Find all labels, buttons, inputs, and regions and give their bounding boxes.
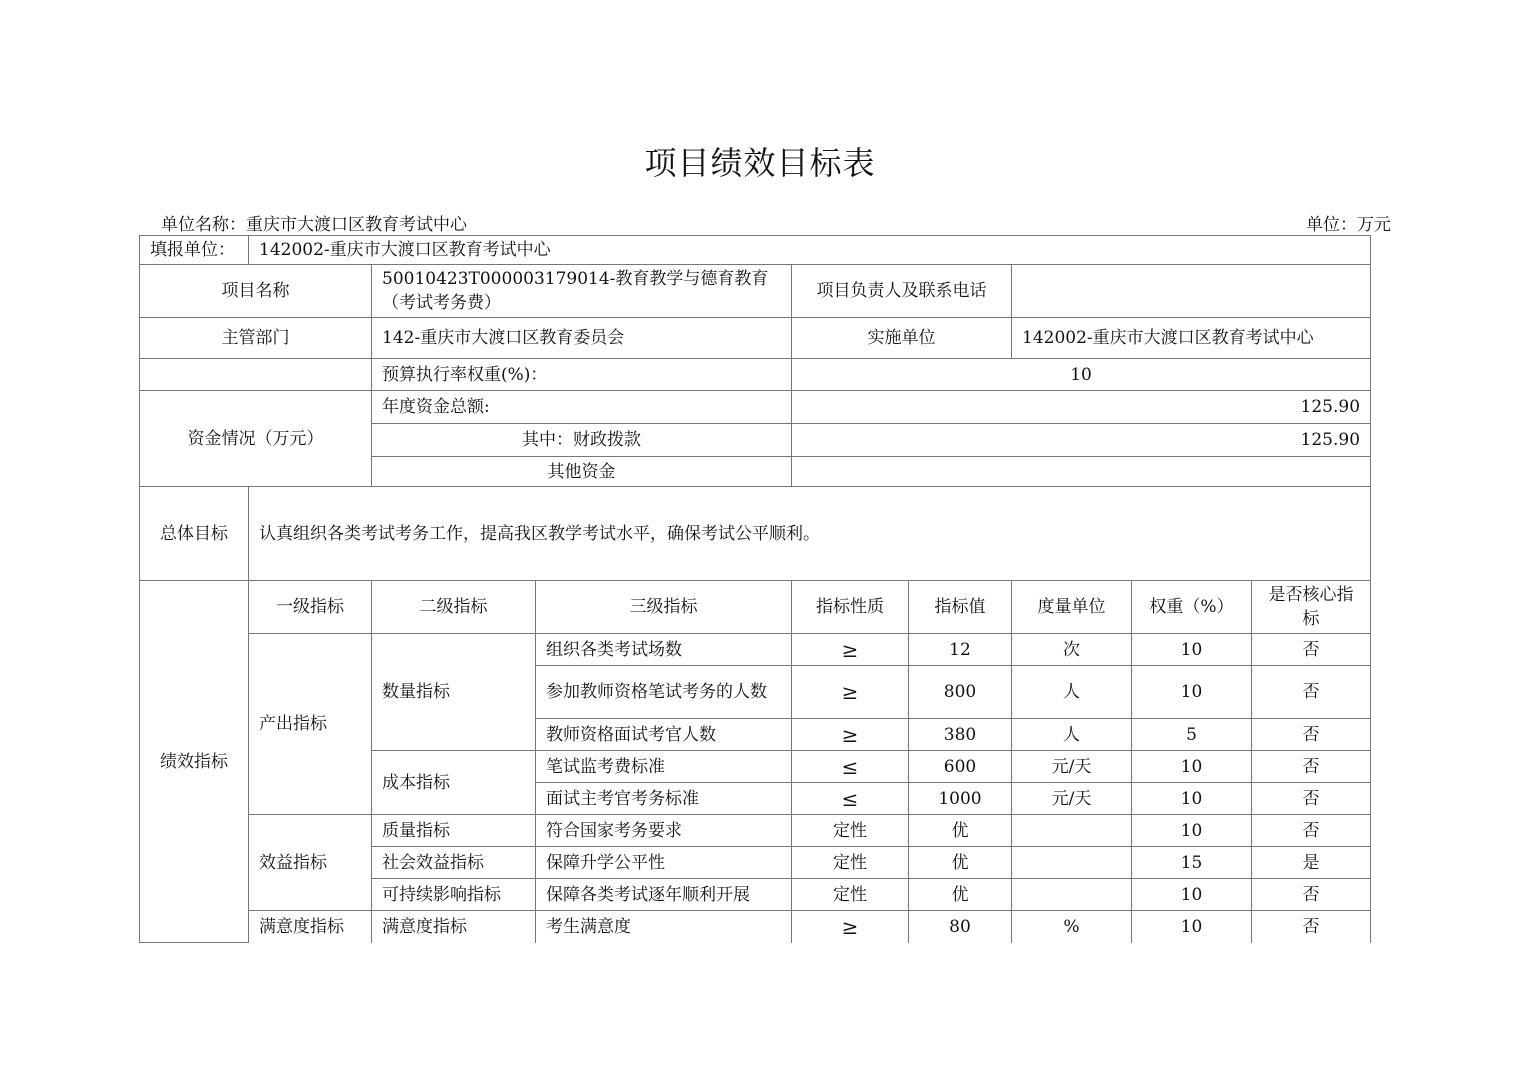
indicator-value: 800 <box>909 666 1012 719</box>
level2-social: 社会效益指标 <box>372 847 536 879</box>
indicator-core: 否 <box>1252 783 1371 815</box>
indicator-weight: 10 <box>1132 911 1252 943</box>
indicator-name: 组织各类考试场数 <box>536 634 792 666</box>
header-weight: 权重（%） <box>1132 581 1252 634</box>
indicator-value: 12 <box>909 634 1012 666</box>
indicator-weight: 5 <box>1132 719 1252 751</box>
indicator-core: 否 <box>1252 719 1371 751</box>
indicator-nature: ≥ <box>792 911 909 943</box>
header-unit: 度量单位 <box>1012 581 1132 634</box>
indicator-unit: 人 <box>1012 719 1132 751</box>
project-name-row <box>140 265 1371 318</box>
budget-weight-label: 预算执行率权重(%)： <box>372 359 792 391</box>
indicator-value: 1000 <box>909 783 1012 815</box>
indicator-value: 380 <box>909 719 1012 751</box>
level1-output: 产出指标 <box>249 634 372 815</box>
reporting-label: 填报单位： <box>140 236 249 265</box>
contact-value <box>1012 265 1371 318</box>
funds-label: 资金情况（万元） <box>140 391 372 487</box>
indicator-nature: ≤ <box>792 783 909 815</box>
funds-fiscal-value: 125.90 <box>792 424 1371 457</box>
indicator-name: 教师资格面试考官人数 <box>536 719 792 751</box>
indicator-nature: 定性 <box>792 847 909 879</box>
indicator-weight: 10 <box>1132 879 1252 911</box>
overall-goal-row <box>140 487 1371 581</box>
header-level3: 三级指标 <box>536 581 792 634</box>
indicator-nature: 定性 <box>792 879 909 911</box>
indicator-unit: % <box>1012 911 1132 943</box>
header-nature: 指标性质 <box>792 581 909 634</box>
page-title: 项目绩效目标表 <box>644 144 876 182</box>
indicator-name: 考生满意度 <box>536 911 792 943</box>
header-level2: 二级指标 <box>372 581 536 634</box>
impl-label: 实施单位 <box>792 318 1012 359</box>
indicator-nature: ≥ <box>792 719 909 751</box>
project-name-label: 项目名称 <box>140 265 372 318</box>
level2-quantity: 数量指标 <box>372 634 536 751</box>
indicator-value: 80 <box>909 911 1012 943</box>
indicator-weight: 10 <box>1132 815 1252 847</box>
indicator-core: 否 <box>1252 815 1371 847</box>
indicator-core: 是 <box>1252 847 1371 879</box>
indicator-nature: ≥ <box>792 666 909 719</box>
funds-fiscal-label: 其中：财政拨款 <box>372 424 792 457</box>
indicator-value: 600 <box>909 751 1012 783</box>
indicator-nature: 定性 <box>792 815 909 847</box>
indicator-value: 优 <box>909 815 1012 847</box>
indicator-core: 否 <box>1252 634 1371 666</box>
indicator-unit <box>1012 847 1132 879</box>
indicator-weight: 15 <box>1132 847 1252 879</box>
indicator-nature: ≥ <box>792 634 909 666</box>
indicator-name: 保障各类考试逐年顺利开展 <box>536 879 792 911</box>
header-core: 是否核心指标 <box>1252 581 1371 634</box>
indicators-section-label: 绩效指标 <box>140 581 249 943</box>
indicator-row <box>140 911 1371 943</box>
level2-satisfaction: 满意度指标 <box>372 911 536 943</box>
indicator-unit: 元/天 <box>1012 783 1132 815</box>
indicator-row <box>140 634 1371 666</box>
indicator-unit <box>1012 879 1132 911</box>
indicator-nature: ≤ <box>792 751 909 783</box>
indicator-core: 否 <box>1252 751 1371 783</box>
header-value: 指标值 <box>909 581 1012 634</box>
level1-benefit: 效益指标 <box>249 815 372 911</box>
indicator-row <box>140 815 1371 847</box>
indicator-header-row <box>140 581 1371 634</box>
indicator-unit: 次 <box>1012 634 1132 666</box>
project-name-value: 50010423T000003179014-教育教学与德育教育（考试考务费） <box>372 265 792 318</box>
reporting-value: 142002-重庆市大渡口区教育考试中心 <box>249 236 1371 265</box>
department-row <box>140 318 1371 359</box>
reporting-row <box>140 236 1371 265</box>
dept-label: 主管部门 <box>140 318 372 359</box>
indicator-unit: 元/天 <box>1012 751 1132 783</box>
overall-label: 总体目标 <box>140 487 249 581</box>
currency-unit: 单位：万元 <box>1306 215 1391 235</box>
indicator-value: 优 <box>909 847 1012 879</box>
indicator-weight: 10 <box>1132 634 1252 666</box>
performance-target-table <box>139 235 1371 943</box>
overall-text: 认真组织各类考试考务工作，提高我区教学考试水平，确保考试公平顺利。 <box>249 487 1371 581</box>
impl-value: 142002-重庆市大渡口区教育考试中心 <box>1012 318 1371 359</box>
indicator-unit <box>1012 815 1132 847</box>
funds-other-value <box>792 457 1371 487</box>
level1-satisfaction: 满意度指标 <box>249 911 372 943</box>
contact-label: 项目负责人及联系电话 <box>792 265 1012 318</box>
budget-weight-row <box>140 359 1371 391</box>
funds-total-row <box>140 391 1371 424</box>
indicator-weight: 10 <box>1132 783 1252 815</box>
indicator-name: 参加教师资格笔试考务的人数 <box>536 666 792 719</box>
indicator-unit: 人 <box>1012 666 1132 719</box>
funds-other-label: 其他资金 <box>372 457 792 487</box>
dept-value: 142-重庆市大渡口区教育委员会 <box>372 318 792 359</box>
indicator-core: 否 <box>1252 879 1371 911</box>
level2-cost: 成本指标 <box>372 751 536 815</box>
indicator-name: 保障升学公平性 <box>536 847 792 879</box>
indicator-weight: 10 <box>1132 666 1252 719</box>
indicator-name: 符合国家考务要求 <box>536 815 792 847</box>
indicator-name: 笔试监考费标准 <box>536 751 792 783</box>
indicator-value: 优 <box>909 879 1012 911</box>
level2-quality: 质量指标 <box>372 815 536 847</box>
budget-blank <box>140 359 372 391</box>
header-level1: 一级指标 <box>249 581 372 634</box>
indicator-core: 否 <box>1252 911 1371 943</box>
funds-total-value: 125.90 <box>792 391 1371 424</box>
indicator-weight: 10 <box>1132 751 1252 783</box>
level2-sustainable: 可持续影响指标 <box>372 879 536 911</box>
indicator-name: 面试主考官考务标准 <box>536 783 792 815</box>
funds-total-label: 年度资金总额: <box>372 391 792 424</box>
budget-weight-value: 10 <box>792 359 1371 391</box>
indicator-core: 否 <box>1252 666 1371 719</box>
unit-name: 单位名称：重庆市大渡口区教育考试中心 <box>161 215 467 235</box>
